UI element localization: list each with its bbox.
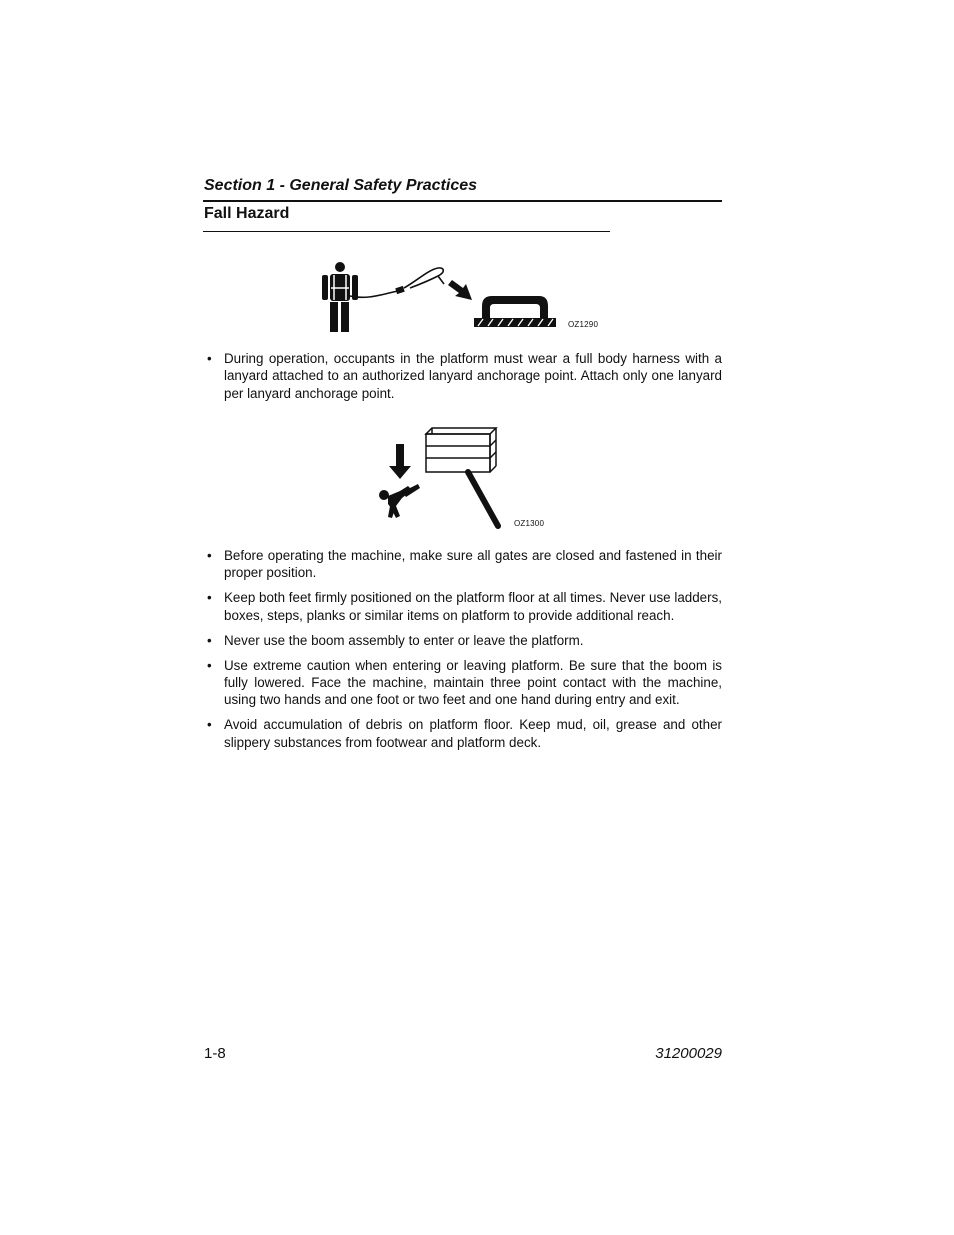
list-item: • During operation, occupants in the platform must wear a full body harness with a lanyard attached to an authorized lanyard anchorage point. Attach only one lanyard per lanyard anchorage point. [207, 351, 722, 401]
harness-lanyard-anchor-icon [318, 258, 568, 336]
list-item: • Avoid accumulation of debris on platform floor. Keep mud, oil, grease and other slippery substances from footwear and platform deck. [207, 717, 722, 750]
bullet-list [206, 547, 722, 759]
bullet-list [206, 350, 722, 410]
subsection-title: Fall Hazard [204, 205, 290, 222]
list-item: • Never use the boom assembly to enter or leave the platform. [207, 632, 584, 648]
section-title: Section 1 - General Safety Practices [204, 177, 478, 194]
list-item: • Before operating the machine, make sure all gates are closed and fastened in their proper position. [207, 548, 722, 581]
figure-code: OZ1300 [514, 519, 545, 528]
list-item: • Keep both feet firmly positioned on the platform floor at all times. Never use ladders, boxes, steps, planks or similar items on platform to provide additional reach. [207, 590, 722, 623]
falling-person-platform-icon [374, 424, 504, 530]
figure-code: OZ1290 [568, 320, 599, 329]
list-item: • Use extreme caution when entering or leaving platform. Be sure that the boom is fully lowered. Face the machine, maintain three point contact with the machine, using two hands and one foot or two feet and one hand during entry and exit. [207, 657, 722, 708]
document-number: 31200029 [655, 1045, 722, 1062]
section-rule [203, 200, 722, 202]
page-number: 1-8 [204, 1045, 226, 1062]
subsection-rule [203, 231, 610, 232]
